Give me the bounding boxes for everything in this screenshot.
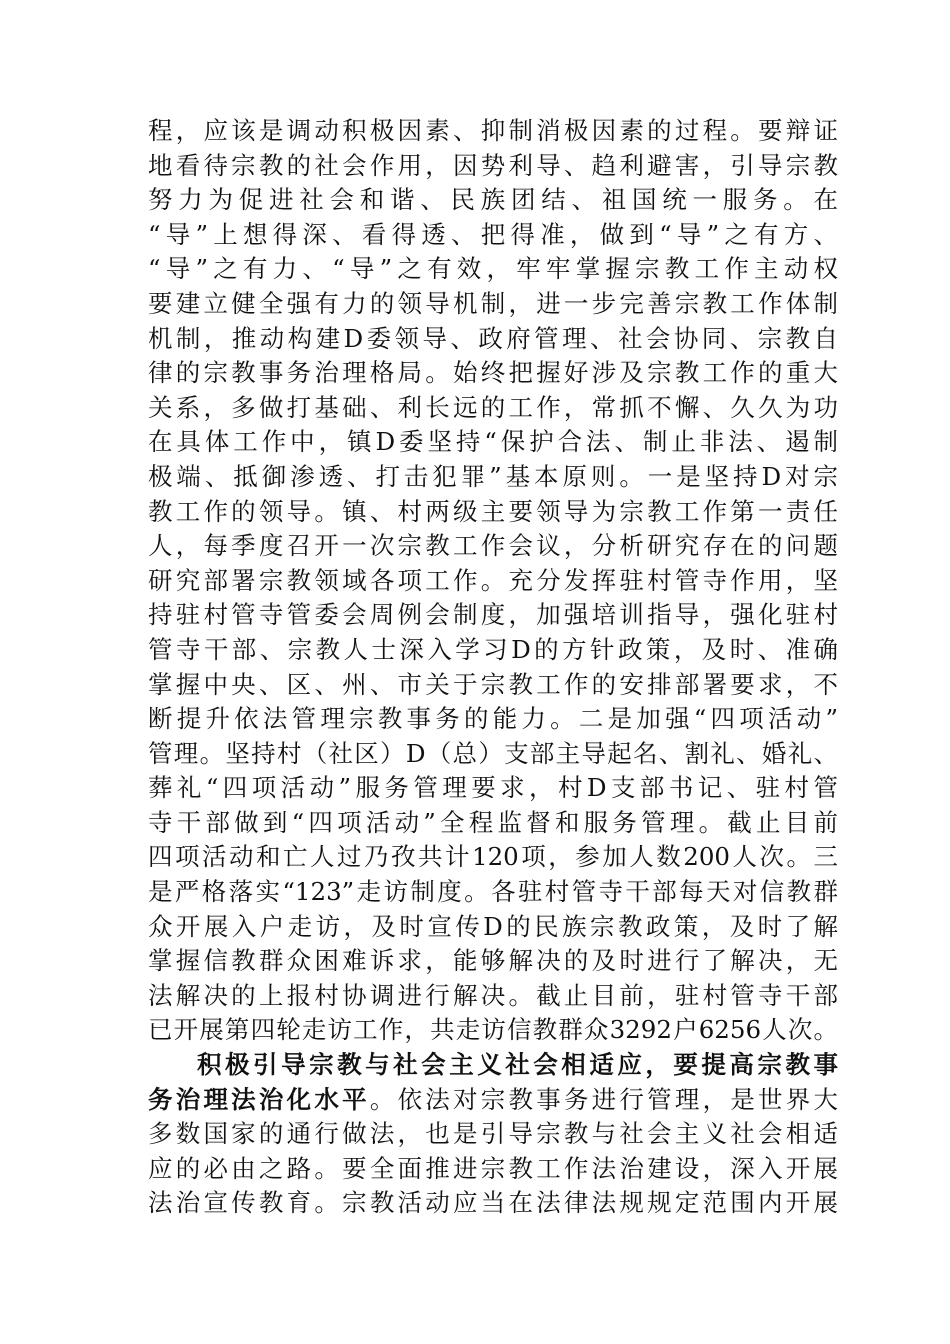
text-line: 掌握信教群众困难诉求，能够解决的及时进行了解决，无 (148, 946, 838, 976)
text-line: “导”上想得深、看得透、把得准，做到“导”之有方、 (148, 219, 838, 249)
text-line: 多数国家的通行做法，也是引导宗教与社会主义社会相适 (148, 1119, 838, 1149)
text-line: 努力为促进社会和谐、民族团结、祖国统一服务。在 (148, 185, 838, 215)
text-line: 律的宗教事务治理格局。始终把握好涉及宗教工作的重大 (148, 358, 838, 388)
text-line: 人，每季度召开一次宗教工作会议，分析研究存在的问题 (148, 531, 838, 561)
text-line: 应的必由之路。要全面推进宗教工作法治建设，深入开展 (148, 1153, 838, 1183)
text-line: 已开展第四轮走访工作，共走访信教群众3292户6256人次。 (148, 1015, 838, 1045)
text-line: 管寺干部、宗教人士深入学习D的方针政策，及时、准确 (148, 634, 838, 664)
text-line: 持驻村管寺管委会周例会制度，加强培训指导，强化驻村 (148, 600, 838, 630)
text-line: 是严格落实“123”走访制度。各驻村管寺干部每天对信教群 (148, 877, 838, 907)
heading-rest-text: 。依法对宗教事务进行管理，是世界大 (369, 1084, 839, 1114)
text-line: 教工作的领导。镇、村两级主要领导为宗教工作第一责任 (148, 496, 838, 526)
text-line: “导”之有力、“导”之有效，牢牢掌握宗教工作主动权 (148, 254, 838, 284)
text-line: 断提升依法管理宗教事务的能力。二是加强“四项活动” (148, 704, 838, 734)
body-text (148, 114, 838, 1221)
text-line: 葬礼“四项活动”服务管理要求，村D支部书记、驻村管 (148, 773, 838, 803)
text-line: 掌握中央、区、州、市关于宗教工作的安排部署要求，不 (148, 669, 838, 699)
text-line: 四项活动和亡人过乃孜共计120项，参加人数200人次。三 (148, 842, 838, 872)
text-line: 极端、抵御渗透、打击犯罪”基本原则。一是坚持D对宗 (148, 461, 838, 491)
text-line: 在具体工作中，镇D委坚持“保护合法、制止非法、遏制 (148, 427, 838, 457)
text-line: 法治宣传教育。宗教活动应当在法律法规规定范围内开展 (148, 1188, 838, 1218)
text-line: 众开展入户走访，及时宣传D的民族宗教政策，及时了解 (148, 911, 838, 941)
text-line: 要建立健全强有力的领导机制，进一步完善宗教工作体制 (148, 288, 838, 318)
text-line: 法解决的上报村协调进行解决。截止目前，驻村管寺干部 (148, 980, 838, 1010)
section-heading: 积极引导宗教与社会主义社会相适应，要提高宗教事 (197, 1050, 838, 1080)
heading-bold-text: 务治理法治化水平 (148, 1084, 370, 1114)
text-line: 地看待宗教的社会作用，因势利导、趋利避害，引导宗教 (148, 150, 838, 180)
heading-continuation-line (148, 1083, 838, 1118)
text-line: 程，应该是调动积极因素、抑制消极因素的过程。要辩证 (148, 116, 838, 145)
text-line: 研究部署宗教领域各项工作。充分发挥驻村管寺作用，坚 (148, 565, 838, 595)
text-line: 关系，多做打基础、利长远的工作，常抓不懈、久久为功 (148, 392, 838, 422)
text-line: 机制，推动构建D委领导、政府管理、社会协同、宗教自 (148, 323, 838, 353)
text-line: 管理。坚持村（社区）D（总）支部主导起名、割礼、婚礼、 (148, 738, 838, 768)
text-line: 寺干部做到“四项活动”全程监督和服务管理。截止目前 (148, 807, 838, 837)
